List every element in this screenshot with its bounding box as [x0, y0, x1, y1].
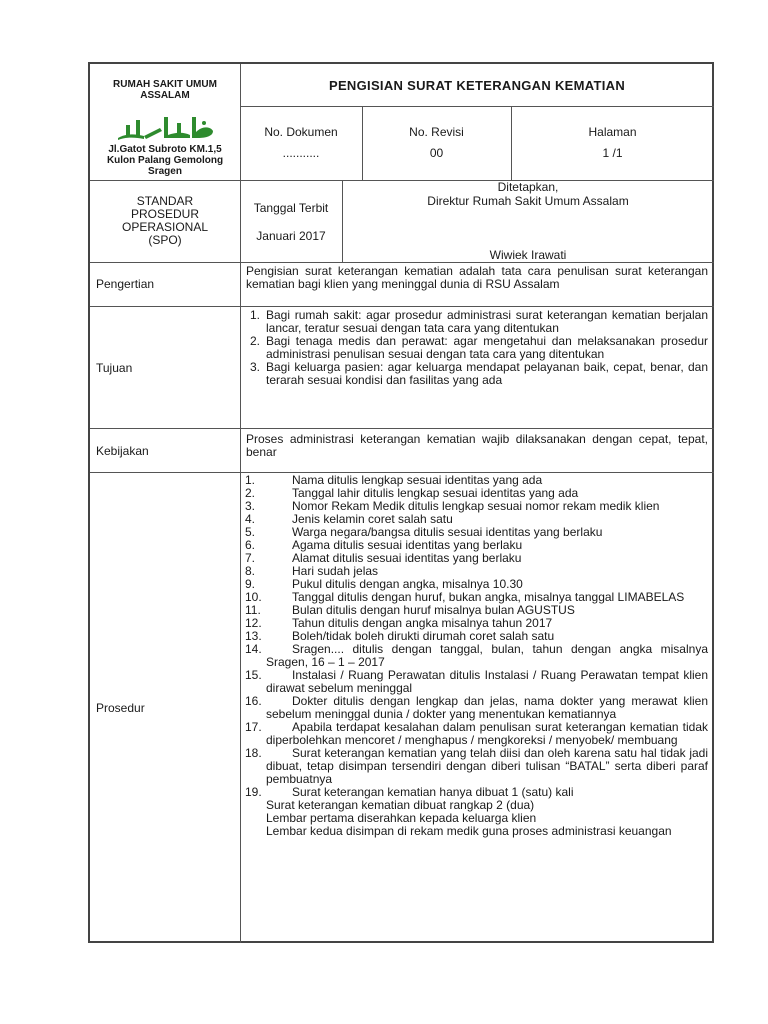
hospital-name: RUMAH SAKIT UMUM ASSALAM [113, 79, 217, 101]
list-item-number: 3. [245, 499, 256, 513]
tanggal-terbit-value: Januari 2017 [256, 229, 326, 243]
list-item-number: 10. [245, 590, 262, 604]
prosedur-extra-1: Surat keterangan kematian dibuat rangkap 2 (dua) [266, 798, 535, 812]
list-item-text: Tanggal lahir ditulis lengkap sesuai identitas yang ada [292, 486, 579, 500]
list-item [242, 721, 708, 747]
list-item-number: 7. [245, 551, 256, 565]
list-item-number: 11. [245, 603, 261, 617]
list-item-text: Bagi tenaga medis dan perawat: agar mengetahui dan melaksanakan prosedur administrasi penulisan sesuai dengan tata cara yang ditentukan [266, 334, 708, 361]
list-item-text: Instalasi / Ruang Perawatan ditulis Instalasi / Ruang Perawatan tempat klien dirawat sebelum meninggal [266, 668, 708, 695]
list-item-number: 19. [245, 785, 262, 799]
list-item-text: Nama ditulis lengkap sesuai identitas yang ada [292, 473, 543, 487]
list-item-text: Bulan ditulis dengan huruf misalnya bulan AGUSTUS [292, 603, 575, 617]
list-item [242, 695, 708, 721]
list-item-text: Bagi rumah sakit: agar prosedur administrasi surat keterangan kematian berjalan lancar, teratur sesuai dengan tata cara yang ditentukan [266, 308, 708, 335]
list-item-number: 13. [245, 629, 262, 643]
ditetapkan-label: Ditetapkan, [497, 180, 559, 194]
list-item [244, 309, 708, 335]
list-item-text: Bagi keluarga pasien: agar keluarga mendapat pelayanan baik, cepat, benar, dan terarah sesuai kondisi dan fasilitas yang ada [266, 360, 708, 387]
dokumen-value: ........... [282, 146, 320, 160]
list-item-number: 1. [250, 308, 261, 322]
list-item-number: 2. [245, 486, 256, 500]
list-item-number: 3. [250, 360, 261, 374]
list-item-number: 2. [250, 334, 261, 348]
list-item-text: Boleh/tidak boleh dirukti dirumah coret salah satu [292, 629, 555, 643]
list-item-text: Tahun ditulis dengan angka misalnya tahun 2017 [292, 616, 553, 630]
list-item-number: 12. [245, 616, 262, 630]
list-item-text: Surat keterangan kematian hanya dibuat 1 (satu) kali [292, 785, 574, 799]
tujuan-label: Tujuan [96, 361, 133, 375]
list-item-number: 9. [245, 577, 256, 591]
list-item-number: 16. [245, 694, 262, 708]
list-item-text: Hari sudah jelas [292, 564, 379, 578]
hospital-address: Jl.Gatot Subroto KM.1,5 Kulon Palang Gemolong Sragen [106, 144, 224, 177]
prosedur-extra-3: Lembar kedua disimpan di rekam medik guna proses administrasi keuangan [266, 824, 672, 838]
revisi-label: No. Revisi [409, 125, 464, 139]
list-item-text: Tanggal ditulis dengan huruf, bukan angka, misalnya tanggal LIMABELAS [292, 590, 685, 604]
list-item [242, 669, 708, 695]
tanggal-terbit-label: Tanggal Terbit [253, 201, 329, 215]
kebijakan-label: Kebijakan [96, 444, 149, 458]
signer-name: Wiwiek Irawati [489, 248, 567, 262]
halaman-label: Halaman [588, 125, 637, 139]
list-item-text: Pukul ditulis dengan angka, misalnya 10.30 [292, 577, 523, 591]
pengertian-label: Pengertian [96, 277, 155, 291]
list-item-text: Agama ditulis sesuai identitas yang berlaku [292, 538, 523, 552]
prosedur-label: Prosedur [96, 701, 145, 715]
hospital-logo [116, 114, 216, 142]
list-item-number: 5. [245, 525, 256, 539]
list-item-text: Dokter ditulis dengan lengkap dan jelas, nama dokter yang merawat klien sebelum meninggal dunia / dokter yang menentukan kematiannya [266, 694, 708, 721]
list-item [244, 361, 708, 387]
list-item-number: 4. [245, 512, 256, 526]
pengertian-text: Pengisian surat keterangan kematian adalah tata cara penulisan surat keterangan kematian bagi klien yang meninggal dunia di RSU Assalam [246, 264, 708, 291]
list-item-text: Apabila terdapat kesalahan dalam penulisan surat keterangan kematian tidak diperbolehkan mencoret / menghapus / mengkoreksi / menyobek/ membuang [266, 720, 708, 747]
list-item-number: 15. [245, 668, 262, 682]
dokumen-label: No. Dokumen [264, 125, 338, 139]
list-item-number: 1. [245, 473, 256, 487]
hospital-logo-icon [116, 114, 216, 142]
halaman-value: 1 /1 [602, 146, 623, 160]
prosedur-list [242, 474, 708, 799]
kebijakan-text: Proses administrasi keterangan kematian wajib dilaksanakan dengan cepat, tepat, benar [246, 432, 708, 459]
prosedur-extra-2: Lembar pertama diserahkan kepada keluarga klien [266, 811, 537, 825]
revisi-value: 00 [429, 146, 444, 160]
list-item-text: Nomor Rekam Medik ditulis lengkap sesuai nomor rekam medik klien [292, 499, 660, 513]
list-item-text: Surat keterangan kematian yang telah diisi dan oleh karena satu hal tidak jadi dibuat, tetap disimpan tersendiri dengan diberi tulisan “BATAL” serta diberi paraf pembuatnya [266, 746, 708, 786]
list-item-text: Warga negara/bangsa ditulis sesuai identitas yang berlaku [292, 525, 603, 539]
list-item-number: 6. [245, 538, 256, 552]
list-item-number: 17. [245, 720, 262, 734]
spo-document [88, 62, 714, 943]
document-title: PENGISIAN SURAT KETERANGAN KEMATIAN [328, 78, 626, 93]
list-item-text: Sragen.... ditulis dengan tanggal, bulan, tahun dengan angka misalnya Sragen, 16 – 1 – 2017 [266, 642, 708, 669]
list-item-text: Alamat ditulis sesuai identitas yang berlaku [292, 551, 522, 565]
tujuan-list [244, 309, 708, 387]
spo-label: STANDAR PROSEDUR OPERASIONAL (SPO) [121, 194, 209, 247]
list-item [242, 786, 708, 799]
list-item [242, 643, 708, 669]
list-item-number: 8. [245, 564, 256, 578]
direktur-label: Direktur Rumah Sakit Umum Assalam [427, 194, 629, 208]
list-item-number: 14. [245, 642, 262, 656]
list-item [242, 747, 708, 786]
list-item-text: Jenis kelamin coret salah satu [292, 512, 453, 526]
list-item [244, 335, 708, 361]
list-item-number: 18. [245, 746, 262, 760]
